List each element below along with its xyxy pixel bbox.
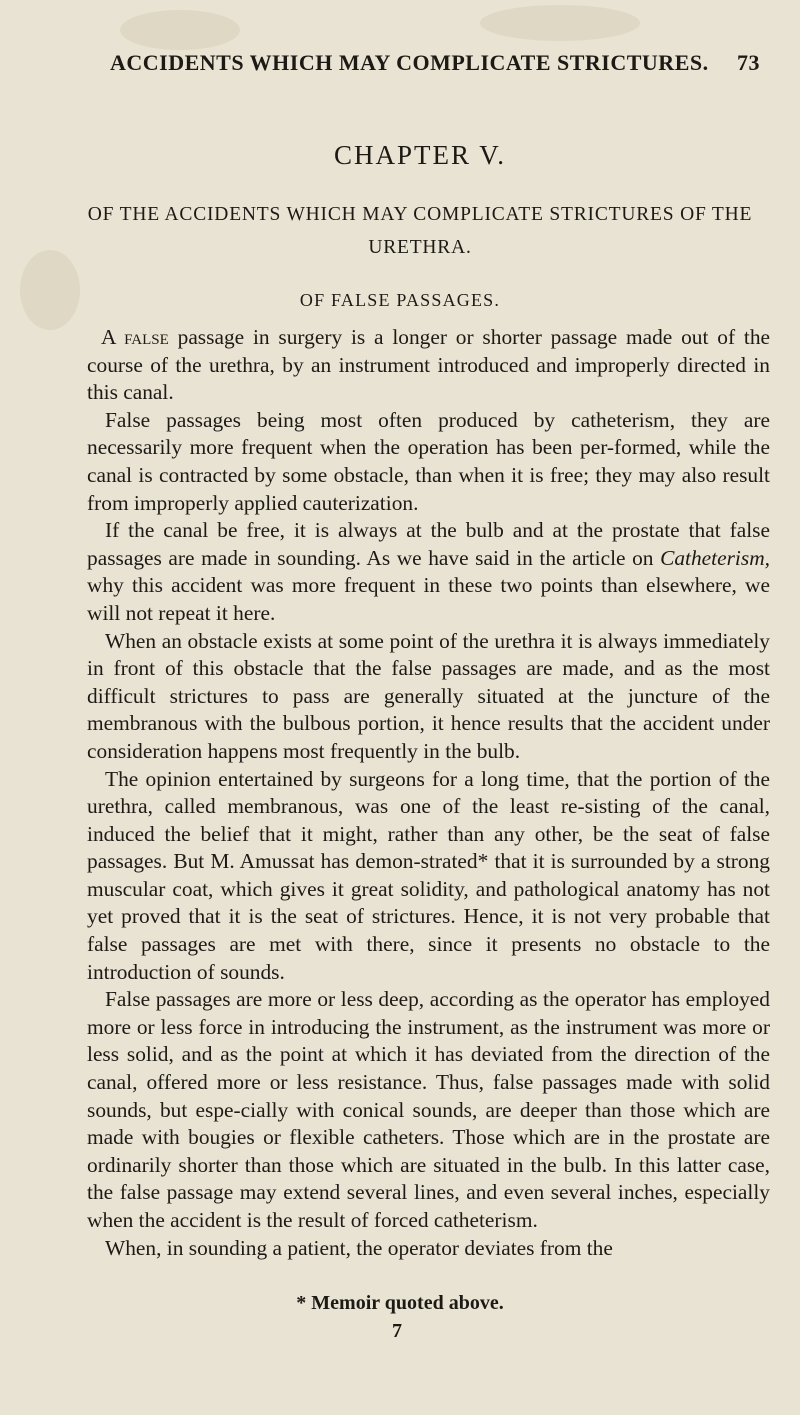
chapter-number: CHAPTER V. <box>333 140 507 170</box>
paragraph: A false passage in surgery is a longer or shorter passage made out of the course of the urethra, by an instrument introduced and improperly directed in this canal. <box>87 325 771 405</box>
section-heading: OF FALSE PASSAGES. <box>299 290 501 310</box>
paragraph: False passages are more or less deep, according as the operator has employed more or less force in introducing the instrument, as the instrument was more or less solid, and as the point at which it has deviated from the direction of the canal, offered more or less resistance. Thus, false passages made with solid sounds, but espe-cially with conical sounds, are deeper than those which are made with bougies or flexible catheters. Those which are in the prostate are ordinarily shorter than those which are situated in the bulb. In this latter case, the false passage may extend several lines, and even several inches, especially when the accident is the result of forced catheterism. <box>87 987 770 1232</box>
running-head <box>110 50 760 76</box>
chapter-title: OF THE ACCIDENTS WHICH MAY COMPLICATE STRICTURES OF THE URETHRA. <box>87 204 753 258</box>
paragraph: False passages being most often produced by catheterism, they are necessarily more frequent when the operation has been per-formed, while the canal is contracted by some obstacle, than when it is free; they may also result from improperly applied cauterization. <box>87 407 770 515</box>
signature-mark: 7 <box>392 1320 402 1342</box>
paragraph: If the canal be free, it is always at the bulb and at the prostate that false passages are made in sounding. As we have said in the article on Catheterism, why this accident was more frequent in these two points than elsewhere, we will not repeat it here. <box>87 518 770 625</box>
page-number: 73 <box>737 50 760 75</box>
paragraph: When an obstacle exists at some point of the urethra it is always immediately in front of this obstacle that the false passages are made, and as the most difficult strictures to pass are generally situated at the juncture of the membranous with the bulbous portion, it hence results that the accident under consideration happens most frequently in the bulb. <box>87 628 770 763</box>
paragraph: The opinion entertained by surgeons for a long time, that the portion of the urethra, called membranous, was one of the least re-sisting of the canal, induced the belief that it might, rather than any other, be the seat of false passages. But M. Amussat has demon-strated* that it is surrounded by a strong muscular coat, which gives it great solidity, and pathological anatomy has not yet proved that it is the seat of strictures. Hence, it is not very probable that false passages are met with there, since it presents no obstacle to the introduction of sounds. <box>87 766 770 984</box>
paragraph-lead: A false <box>101 325 169 349</box>
running-title: ACCIDENTS WHICH MAY COMPLICATE STRICTURES. <box>110 50 709 75</box>
paragraph: When, in sounding a patient, the operator deviates from the <box>105 1235 613 1260</box>
footnote: * Memoir quoted above. <box>296 1292 504 1314</box>
body-text <box>87 324 770 1262</box>
paper-stain <box>120 10 240 50</box>
paper-stain <box>480 5 640 41</box>
italic-term: Catheterism, <box>660 545 770 570</box>
